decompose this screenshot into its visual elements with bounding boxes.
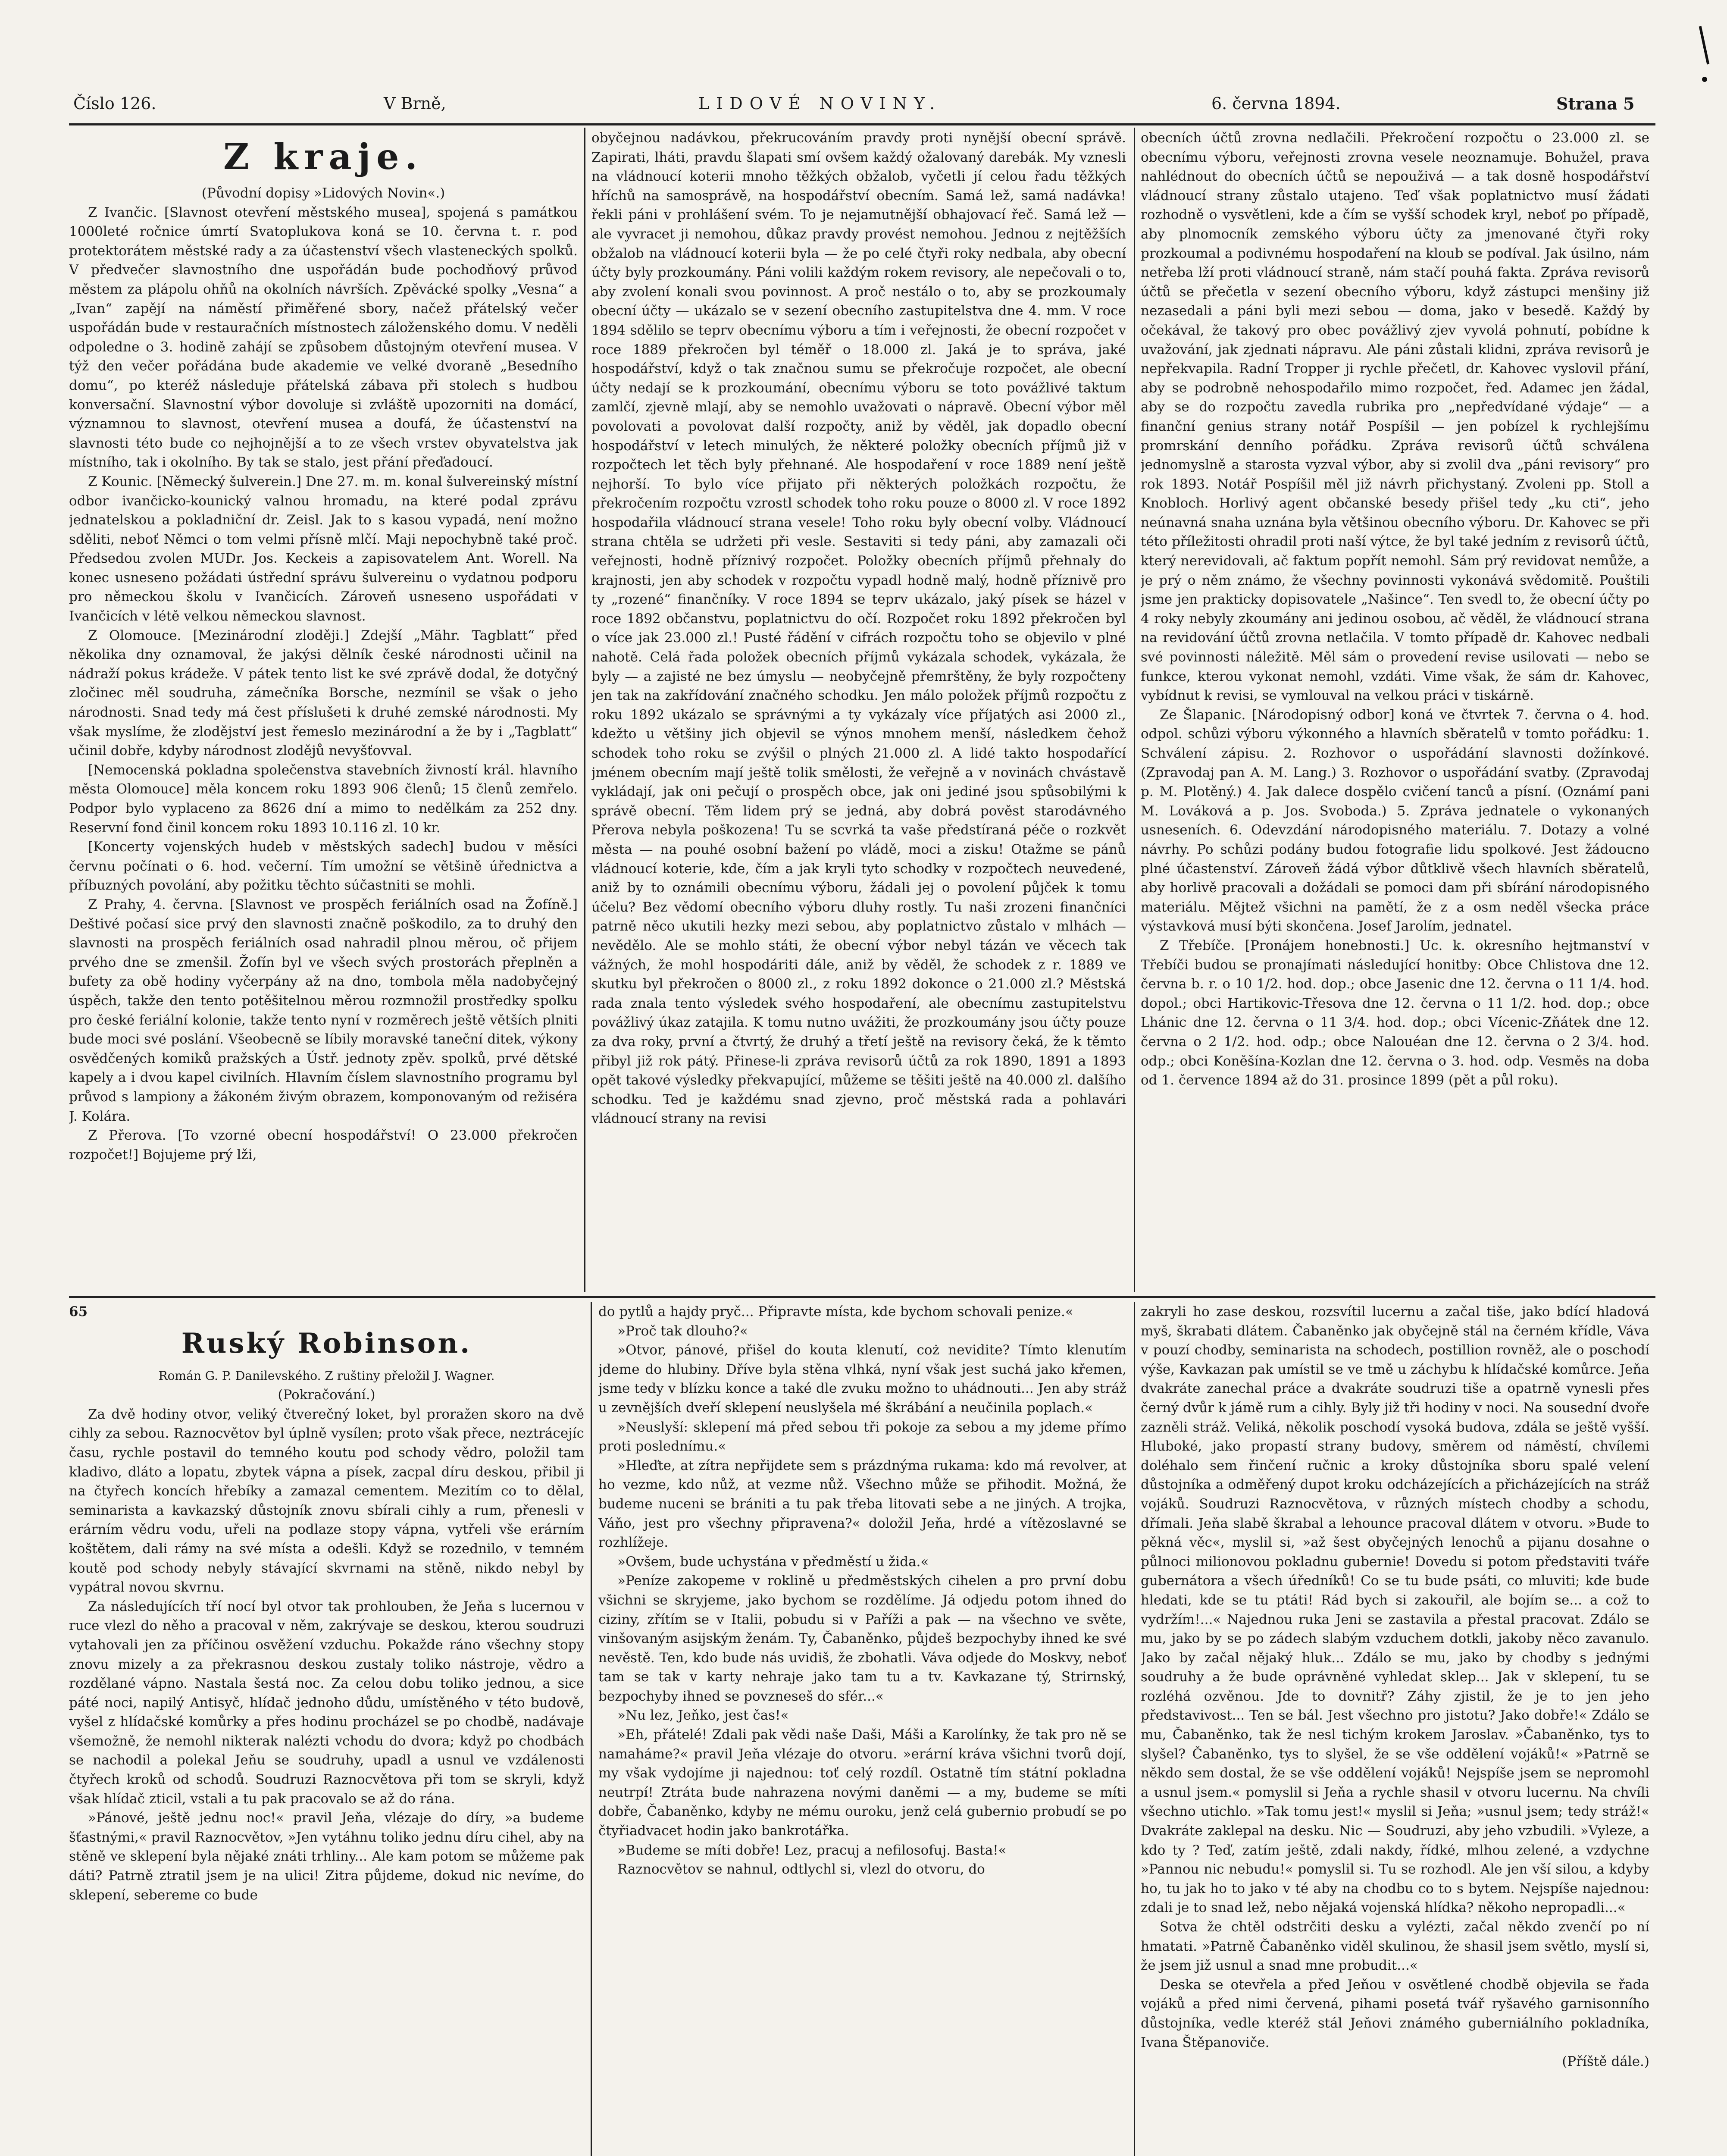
story-paragraph: »Budeme se míti dobře! Lez, pracuj a nefilosofuj. Basta!« — [617, 1842, 1007, 1858]
article: obyčejnou nadávkou, překrucováním pravdy proti nynější obecní správě. Zapirati, lháti, pravdu šlapati smí ovšem každý ožalovaný darebák. My vznesli na vládnoucí koterii mnoho těžkých obžalob, vyčetli jí celou řadu těžkých hříchů na samosprávě, na hospodářství obecním. Samá lež, samá nadávka! řekli páni v prohlášení svém. To je nejamutnější obhajovací řeč. Samá lež — ale vyvracet ji nemohou, důkaz pravdy provést nemohou. Jednou z nejtěžších obžalob na vládnoucí koterii byla — že po celé čtyři roky nedbala, aby obecní účty byly prozkoumány. Páni volili každým rokem revisory, ale nepečovali o to, aby zvolení konali svou povinnost. A proč nestálo o to, aby se prozkoumaly obecní účty — ukázalo se v sezení obecního zastupitelstva dne 4. mm. V roce 1894 sdělilo se teprv obecnímu výboru a tím i veřejnosti, že obecní rozpočet v roce 1889 překročen byl téměř o 18.000 zl. Jaká je to správa, jaké hospodářství, když o tak značnou sumu se překročuje rozpočet, ale obecní účty nedají se k prozkoumání, obecnímu výboru se toto povážlivé taktum zamlčí, zjevně mlají, aby se nemohlo uvažovati o nápravě. Obecní výbor měl povolovati a povolovat další rozpočty, aniž by věděl, jak dopadlo obecní hospodářství v letech minulých, že některé položky obecních příjmů již v rozpočtech let těch byly přehnané. Ale hospodaření v roce 1889 není ještě nejhorší. To bylo více přijato při některých položkách rozpočtu, že překročením rozpočtu vzrostl schodek toho roku pouze o 8000 zl. V roce 1892 hospodařila vládnoucí strana vesele! Toho roku byly obecní volby. Vládnoucí strana chtěla se udržeti při vesle. Sestaviti si tedy páni, aby zamazali oči veřejnosti, hodně příznivý rozpočet. Položky obecních příjmů přehnaly do krajnosti, jen aby schodek v rozpočtu vypadl hodně malý, hodně příznivě pro ty „rozené“ finančníky. V roce 1894 se teprv ukázalo, jaký písek se házel v roce 1892 občanstvu, poplatnictvu do očí. Rozpočet roku 1892 překročen byl o více jak 23.000 zl.! Pusté řádění v cifrách rozpočtu toho se objevilo v plné nahotě. Celá řada položek obecních příjmů vykázala schodek, vykázala, že byly — a zajisté ne bez úmyslu — neobyčejně přemrštěny, že byly rozpočteny jen tak na zakřídování značného schodku. Jen málo položek příjmů rozpočtu z roku 1892 ukázalo se správnými a ty vykázaly více příjatých asi 2000 zl., kdežto u většiny jich objevil se výnos mnohem menší, následkem čehož schodek toho roku se zvýšil o plných 21.000 zl. A lidé takto hospodařící jménem obecním mají ještě tolik smělosti, že veřejně a v novinách chvástavě vykládají, jak oni pečují o prospěch obce, jak oni jediné jsou spůsobilými k správě obecní. Těm lidem prý se jedná, aby dobrá pověst starodávného Přerova nebyla poškozena! Tu se scvrká ta vaše předstíraná péče o rozkvět města — na pouhé osobní bažení po vládě, moci a zisku! Otažme se pánů vládnoucí koterie, kde, čím a jak kryli tyto schodky v rozpočtech neuvedené, aniž by to oznámili obecnímu výboru, žádali jej o povolení půjček k tomu účelu? Bez vědomí obecního výboru dluhy rostly. Tu naši zrozeni finančníci patrně něco ukutili hezky mezi sebou, aby poplatnictvo zůstalo v mlhách — nevědělo. Ale se mohlo státi, že obecní výbor nebyl tázán ve věcech tak vážných, že mohl hospodáriti dále, aniž by věděl, že schodek z r. 1889 ve skutku byl překročen o 8000 zl., z roku 1892 dokonce o 21.000 zl.? Městská rada znala tento výsledek svého hospodaření, ale obecnímu zastupitelstvu povážlivý úkaz zatajila. K tomu nutno uvážiti, že prozkoumány jsou účty pouze za dva roky, první a čtvrtý, že druhý a třetí ještě na revisory čeká, že k těmto přibyl již rok pátý. Přinese-li zpráva revisorů účtů za rok 1890, 1891 a 1893 opět takové výsledky překvapující, můžeme se těšiti ještě na 40.000 zl. dalšího schodku. Ted je každému snad zjevno, proč městská rada a pohlavári vládnoucí strany na revisi — [591, 130, 1126, 1127]
article: [Nemocenská pokladna společenstva stavebních živností král. hlavního města Olomouce] měla koncem roku 1893 906 členů; 15 členů zemřelo. Podpor bylo vyplaceno za 8626 dní a mimo to nedělkám za 252 dny. Reservní fond činil koncem roku 1893 10.116 zl. 10 kr. — [69, 762, 578, 836]
article: Z Ivančic. [Slavnost otevření městského musea], spojená s památkou 1000leté ročnice úmrtí Svatoplukova koná se 10. června t. r. pod protektorátem městské rady a za účastenství všech vlasteneckých spolků. V předvečer slavnostního dne uspořádán bude pochodňový průvod městem za plápolu ohňů na okolních návrších. Zpěvácké spolky „Vesna“ a „Ivan“ zapějí na náměstí přiměřené sbory, načež přátelský večer uspořádán bude v restauračních místnostech záloženského domu. V neděli odpoledne o 3. hodině zahájí se způsobem důstojným otevření musea. V týž den večer pořádána bude akademie ve velké dvoraně „Besedního domu“, po kteréž následuje přátelská zábava při stolech s hudbou konversační. Slavnostní výbor dovoluje si zvláště upozorniti na domácí, významnou to slavnost, otevření musea a doufá, že účastenství na slavnosti této bude co nejhojnější a to ze všech vrstev obyvatelstva jak místního, tak i okolního. By tak se stalo, jest přání přeďadoucí. — [69, 204, 578, 470]
story-paragraph: zakryli ho zase deskou, rozsvítil lucernu a začal tiše, jako bdící hladová myš, škrabati dlátem. Čabaněnko jak obyčejně stál na černém křídle, Váva v pouzí chodby, seminarista na schodech, postillion rovněž, ale o poschodí výše, Kavkazan pak umístil se ve tmě u záchybu k hlídačské komůrce. Jeňa dvakráte zanechal práce a dvakráte soudruzi tiše a opatrně vynesli přes černý dvůr k jámě rum a cihly. Byly již tři hodiny v noci. Na sousední dvoře zazněli stráž. Veliká, několik poschodí vysoká budova, zdála se ještě vyšší. Hluboké, jako propastí strany budovy, směrem od náměstí, chvílemi doléhalo sem řinčení ručnic a kroky důstojníka sboru spalé velení důstojníka a odměřený dupot kroku odcházejících a přicházejících na stráž vojáků. Soudruzi Raznocvětova, v různých místech chodby a schodu, dřímali. Jeňa slabě škrabal a lehounce pracoval dlátem v otvoru. »Bude to pěkná věc«, myslil si, »až šest obyčejných lenochů a pijanu dosahne o půlnoci milionovou pokladnu gubernie! Dovedu si potom představiti tváře gubernátora a všech úředníků! Co se tu bude psáti, co mluviti; kde bude hledati, kde se tu ptáti! Rád bych si zakouřil, ale bojím se... a což to vydržím!...« Najednou ruka Jeni se zastavila a přestal pracovat. Zdálo se mu, jako by se po zádech slabým vzduchem dotkli, jakoby něco zavanulo. Jako by začal nějaký hluk... Zdálo se mu, jako by chodby s jednými soudruhy a že bude oprávněné vyhledat sklep... Jak v sklepení, tu se rozléhá ozvěnou. Jde to dovnitř? Záhy zjistil, že je to jen jeho představivost... Ten se bál. Jest všechno pro jistotu? Jako dobře!« Zdálo se mu, Čabaněnko, tak že nesl tichým krokem Jaroslav. »Čabaněnko, tys to slyšel? Čabaněnko, tys to slyšel, že se vše oddělení vojáků!« »Patrně se někdo sem dostal, že se vše oddělení vojáků! Nejspíše jsem se nepromohl a usnul jsem.« pomyslil si Jeňa a rychle shasil v otvoru lucernu. Na chvíli všechno utichlo. »Tak tomu jest!« myslil si Jeňa; »usnul jsem; tedy stráž!« Dvakráte zaklepal na desku. Nic — Soudruzi, aby jeho vzbudili. »Vyleze, a kdo ty ? Teď, zatím ještě, zdali nakdy, řídké, mlhou zelené, a vzdychne »Pannou nic nebudu!« pomyslil si. Tu se rozhodl. Ale jen vší silou, a kdyby ho, tu jak ho to jako v té aby na chodbu co to s bytem. Nejspíše najednou: zdali je to snad lež, nebo nějaká vojenská hlídka? někoho nepropadli...« — [1141, 1304, 1649, 1916]
story-paragraph: »Otvor, pánové, přišel do kouta klenutí, coż nevidite? Tímto klenutím jdeme do hlubiny. Dříve byla stěna vlhká, nyní však jest suchá jako křemen, jsme tedy v blízku konce a také dle zvuku možno to uhádnouti... Jen aby stráž u zevnějších dveří sklepení neuslyšela mé škrábání a neučinila poplach.« — [598, 1342, 1126, 1416]
column-divider — [1134, 128, 1135, 1292]
story-paragraph: »Neuslyší: sklepení má před sebou tři pokoje za sebou a my jdeme přímo proti poslednímu.« — [598, 1419, 1126, 1454]
story-paragraph: Za následujících tří nocí byl otvor tak prohlouben, že Jeňa s lucernou v ruce vlezl do něho a pracoval v něm, zakrývaje se deskou, kterou soudruzi vytahovali jen za příčinou osvěžení vzduchu. Pokažde ráno všechny stopy znovu mizely a za překrasnou deskou zustaly toliko nástroje, vědro a rozdělané vápno. Nastala šestá noc. Za celou dobu toliko jednou, a sice páté noci, napilý Antisyč, hlídač jednoho důdu, umístěného v této budově, vyšel z hlídačské komůrky a přes hodinu procházel se po chodbě, nadávaje všemožně, že nemohl nikterak nalézti vchodu do dvora; když po chodbách se nachodil a polekal Jeňu se soudruhy, upadl a usnul ve vzdálenosti čtyřech kroků od schodů. Soudruzi Raznocvětova při tom se skryli, když však hlídač zticil, vstali a tu pak pracovalo se až do rána. — [69, 1598, 584, 1807]
feuilleton-continued: (Pokračování.) — [278, 1387, 375, 1403]
story-paragraph: »Hleďte, at zítra nepřijdete sem s prázdnýma rukama: kdo má revolver, at ho vezme, kdo nůž, at vezme nůž. Všechno může se přihodit. Možná, že budeme nuceni se brániti a tu pak třeba litovati sebe a ne jiných. A trojka, Váňo, jest pro všechny připravena?« doložil Jeňa, hrdé a vítězoslavné se rozhlížeje. — [598, 1457, 1126, 1551]
header-rule — [69, 123, 1655, 125]
feuilleton-column — [69, 1302, 584, 2156]
story-paragraph: »Ovšem, bude uchystána v předměstí u žida.« — [617, 1554, 929, 1570]
feuilleton-rule — [69, 1296, 1655, 1298]
story-paragraph: Za dvě hodiny otvor, veliký čtverečný loket, byl proražen skoro na dvě cihly za sebou. Raznocvětov byl úplně vysílen; proto však přece, neztrácejíc času, rychle postavil do temného koutu pod schody vědro, položil tam kladivo, dláto a lopatu, zbytek vápna a písek, zacpal díru deskou, přibil ji na čtyřech koncích hřebíky a zamazal cementem. Mezitím co to dělal, seminarista a kavkazský důstojník znovu sbírali cihly a rum, přenesli v erárním vědru vodu, uřeli na podlaze stopy vápna, vytřeli vše erárním koštětem, dali rámy na své místa a odešli. Když se rozednilo, v temném koutě pod schody nebyly stávající skvrnami na stěně, nikdo nebyl by vypátral novou skvrnu. — [69, 1406, 584, 1595]
article: Z Prahy, 4. června. [Slavnost ve prospěch feriálních osad na Žofíně.] Deštivé počasí sice prvý den slavnosti značně poškodilo, za to druhý den slavnosti na prospěch feriálních osad nahradil plnou měrou, oč přijem prvého dne se zmenšil. Žofín byl ve všech svých prostorách přeplněn a bufety za obě hodiny vyčerpány až na dno, tombola měla nadobyčejný úspěch, takže den tento potěšitelnou měrou rozmnožil prostředky spolku pro české feriální kolonie, takže tento nyní v rozměrech ještě větších plniti bude moci své poslání. Všeobecně se líbily moravské taneční ditek, výkony osvědčených komiků pražských a Ústř. jednoty zpěv. spolků, prvé dětské kapely a i dvou kapel civilních. Hlavním číslem slavnostního programu byl průvod s lampiony a žákoném živým obrazem, komponovaným od režiséra J. Kolára. — [69, 896, 578, 1124]
page-header — [73, 94, 1647, 120]
column-divider — [591, 1302, 592, 2156]
article: [Koncerty vojenských hudeb v městských sadech] budou v měsíci červnu počínati o 6. hod. večerní. Tím umožní se většině úřednictva a příbuzných povolání, aby požitku těchto súčastniti se mohli. — [69, 839, 578, 893]
story-paragraph: »Eh, přátelé! Zdali pak vědi naše Daši, Máši a Karolínky, že tak pro ně se namaháme?« pravil Jeňa vlézaje do otvoru. »erární kráva všichni tvorů dojí, my však vydojíme ji najednou: toť celý rozdíl. Ostatně tím státní pokladna neutrpí! Ztráta bude nahrazena novými daněmi — a my, budeme se míti dobře, Čabaněnko, kdyby ne mému ouroku, jenž celá gubernio probudí se po čtyřiadvacet hodin jako bankrotářka. — [598, 1727, 1126, 1839]
kraje-column — [69, 128, 578, 1293]
section-subtitle: (Původní dopisy »Lidových Novin«.) — [201, 185, 445, 201]
story-paragraph: Raznocvětov se nahnul, odtlychl si, vlezl do otvoru, do — [617, 1861, 985, 1877]
article-column — [1141, 128, 1649, 1293]
article: Ze Šlapanic. [Národopisný odbor] koná ve čtvrtek 7. června o 4. hod. odpol. schůzi výboru výkonného a hlavních sběratelů v tomto pořádku: 1. Schválení zápisu. 2. Rozhovor o uspořádání slavnosti dožínkové. (Zpravodaj pan A. M. Lang.) 3. Rozhovor o uspořádání svatby. (Zpravodaj p. M. Plotěný.) 4. Jak dalece dospělo cvičení tanců a písní. (Oznámí pani M. Lováková a p. Jos. Svoboda.) 5. Zpráva jednatele o vykonaných usneseních. 6. Odevzdání národopisného materiálu. 7. Dotazy a volné návrhy. Po schůzi podány budou fotografie lidu spolkové. Jest žádoucno plné účastenství. Zároveň žádá výbor důtklivě všech hlavních sběratelů, aby horlivě pracovali a dožádali se pomoci dam při sbírání národopisného materiálu. Mějtež všichni na pamětí, že z a osm neděl všecka práce výstavková musí býti skončena. Josef Jarolím, jednatel. — [1141, 707, 1649, 934]
feuilleton-column — [598, 1302, 1126, 2156]
story-paragraph: »Pánové, ještě jednu noc!« pravil Jeňa, vlézaje do díry, »a budeme šťastnými,« pravil Raznocvětov, »Jen vytáhnu toliko jednu díru cihel, aby na stěně ve sklepení byla nějaké znáti trhliny... Ale kam potom se můžeme pak dáti? Patrně ztratil jsem je na ulici! Zitra půjdeme, dokud nic nevíme, do sklepení, sebereme co bude — [69, 1810, 584, 1903]
story-paragraph: »Peníze zakopeme v roklině u předměstských cihelen a pro první dobu všichni se skryjeme, jako bychom se rozdělíme. Já odjedu potom ihned do ciziny, zřítím se v Italii, pobudu si v Paříži a pak — na všechno ve světe, vinšovaným asijským ženám. Ty, Čabaněnko, půjdeš bezpochyby ihned ke své nevěstě. Ten, kdo bude nás uvidiš, že zbohatli. Váva odjede do Moskvy, neboť tam se tak v karty nehraje jako tam tu a tv. Kavkazane tý, Strirnský, bezpochyby ihned se povzneseš do sfér...« — [598, 1573, 1126, 1704]
article: Z Kounic. [Německý šulverein.] Dne 27. m. m. konal šulvereinský místní odbor ivančicko-kounický valnou hromadu, na které podal zprávu jednatelskou a pokladniční dr. Zeisl. Jak to s kasou vypadá, není možno sděliti, neboť Němci o tom velmi přísně mlčí. Maji nepochybně také proč. Předsedou zvolen MUDr. Jos. Keckeis a zapisovatelem Ant. Worell. Na konec usneseno požádati ústřední správu šulvereinu o vydatnou podporu pro německou školu v Ivančicích. Zároveň usneseno uspořádati v Ivančicích v létě velkou německou slavnost. — [69, 473, 578, 624]
header-date: 6. června 1894. — [1211, 94, 1341, 113]
feuilleton-credit: Román G. P. Danilevského. Z ruštiny přeložil J. Wagner. — [158, 1368, 495, 1383]
article-column — [591, 128, 1126, 1293]
column-divider — [1134, 1302, 1135, 2156]
section-title: Z kraje. — [223, 136, 423, 178]
feuilleton-number: 65 — [69, 1304, 88, 1319]
story-paragraph: »Proč tak dlouho?« — [617, 1323, 748, 1339]
story-paragraph: »Nu lez, Jeňko, jest čas!« — [617, 1708, 789, 1724]
article: Z Třebíče. [Pronájem honebnosti.] Uc. k. okresního hejtmanství v Třebíči budou se pronajímati následující honitby: Obce Chlistova dne 12. června b. r. o 10 1/2. hod. dop.; obce Jasenic dne 12. června o 11 1/4. hod. dopol.; obci Hartikovic-Třesova dne 12. června o 11 1/2. hod. dop.; obce Lhánic dne 12. června o 11 3/4. hod. dop.; obci Vícenic-Zňátek dne 12. června o 2 1/2. hod. odp.; obce Nalouéan dne 12. června o 2 3/4. hod. odp.; obci Koněšína-Kozlan dne 12. června o 3. hod. odp. Vesměs na doba od 1. července 1894 až do 31. prosince 1899 (pět a půl roku). — [1141, 937, 1649, 1088]
article: Z Olomouce. [Mezinárodní zloději.] Zdejší „Mähr. Tagblatt“ před několika dny oznamoval, že jakýsi dělník české národnosti učinil na nádraží pokus krádeže. V pátek tento list ke své zprávě dodal, že dotyčný zločinec měl soudruha, zámečníka Borsche, nezmínil se však o jeho národnosti. Snad tedy má čest příslušeti k druhé zemské národnosti. My však myslíme, že zlodějství jest řemeslo mezinárodní a že by i „Tagblatt“ učinil dobře, kdyby národnost zlodějů nevyšťovval. — [69, 627, 578, 759]
feuilleton-title: Ruský Robinson. — [181, 1327, 472, 1360]
feuilleton-column — [1141, 1302, 1649, 2156]
column-divider — [584, 128, 585, 1292]
article: obecních účtů zrovna nedlačili. Překročení rozpočtu o 23.000 zl. se obecnímu výboru, veřejnosti zrovna vesele neoznamuje. Bohužel, prava nahlédnout do obecních účtů se nepouživá — a tak dosně hospodářství vládnoucí strany zůstalo utajeno. Teď však poplatnictvo musí žádati rozhodně o vysvětleni, kde a čím se vyšší schodek kryl, neboť po případě, aby plnomocník zemského výboru účty za jmenované čtyři roky prozkoumal a podivnému hospodaření na kloub se podíval. Jak úsilno, nám netřeba lží proti vládnoucí straně, nám stačí pouhá fakta. Zpráva revisorů účtů se přečetla v sezení obecního výboru, když zástupci menšiny již nezasedali a páni byli mezi sebou — doma, jako v besedě. Každý by očekával, že takový pro obec povážlivý zjev vyvolá pohnutí, pobídne k uvažování, jak zjednati nápravu. Ale páni zůstali klidni, zpráva revisorů je nepřekvapila. Radní Tropper ji rychle přečetl, dr. Kahovec vyslovil přání, aby se podrobně nehospodařilo mimo rozpočet, řed. Adamec jen žádal, aby se do rozpočtu zavedla rubrika pro „nepředvídané výdaje“ — a finanční genius strany notář Pospíšil — jen pobízel k rychlejšímu promrskání denního pořádku. Zpráva revisorů účtů schválena jednomyslně a starosta vyzval výbor, aby si zvolil dva „páni revisory“ pro rok 1893. Notář Pospíšil měl již návrh přichystaný. Zvoleni pp. Stoll a Knobloch. Horlivý agent občanské besedy přišel tedy „ku cti“, jeho neúnavná snaha uznána byla většinou obecního výboru. Dr. Kahovec se při této příležitosti ohradil proti naší výtce, že byl také jedním z revisorů účtů, který nerevidovali, ač faktum popřít nemohl. Sám prý revidovat nemůže, a je prý o něm známo, že všechny povinnosti vykonává svědomitě. Pouštili jsme jen prakticky dopisovatele „Našince“. Ten svedl to, že obecní účty po 4 roky nebyly zkoumány ani jedinou osobou, ač věděl, že vládnoucí strana na revidování účtů zrovna netlačila. V tomto případě dr. Kahovec nedbali své povinnosti náležitě. Měl sám o provedení revise usilovati — nebo se funkce, kterou vykonat nemohl, vzdáti. Vime však, že sám dr. Kahovec, vybídnut k revisi, se vymlouval na velkou práci v tiskárně. — [1141, 130, 1649, 704]
story-paragraph: do pytlů a hajdy pryč... Připravte místa, kde bychom schovali penize.« — [598, 1304, 1073, 1319]
article: Z Přerova. [To vzorné obecní hospodářství! O 23.000 překročen rozpočet!] Bojujeme prý lži, — [69, 1128, 578, 1163]
page-number: Strana 5 — [1556, 94, 1635, 113]
to-be-continued: (Příště dále.) — [1562, 2054, 1649, 2070]
header-city: V Brně, — [384, 94, 446, 113]
ink-mark-icon — [1699, 26, 1710, 91]
story-paragraph: Sotva že chtěl odstrčiti desku a vylézti, začal někdo zvenčí po ní hmatati. »Patrně Čabaněnko viděl skulinou, že shasil jsem světlo, myslí si, že jsem již usnul a snad mne probudit...« — [1141, 1919, 1649, 1974]
paper-name: LIDOVÉ NOVINY. — [698, 94, 942, 113]
story-paragraph: Deska se otevřela a před Jeňou v osvětlené chodbě objevila se řada vojáků a před nimi červená, pihami posetá tvář ryšavého garnisonního důstojníka, vedle kteréž stál Jeňovi známého guberniálního pokladníka, Ivana Štěpanoviče. — [1141, 1977, 1649, 2050]
issue-number: Číslo 126. — [73, 94, 156, 113]
